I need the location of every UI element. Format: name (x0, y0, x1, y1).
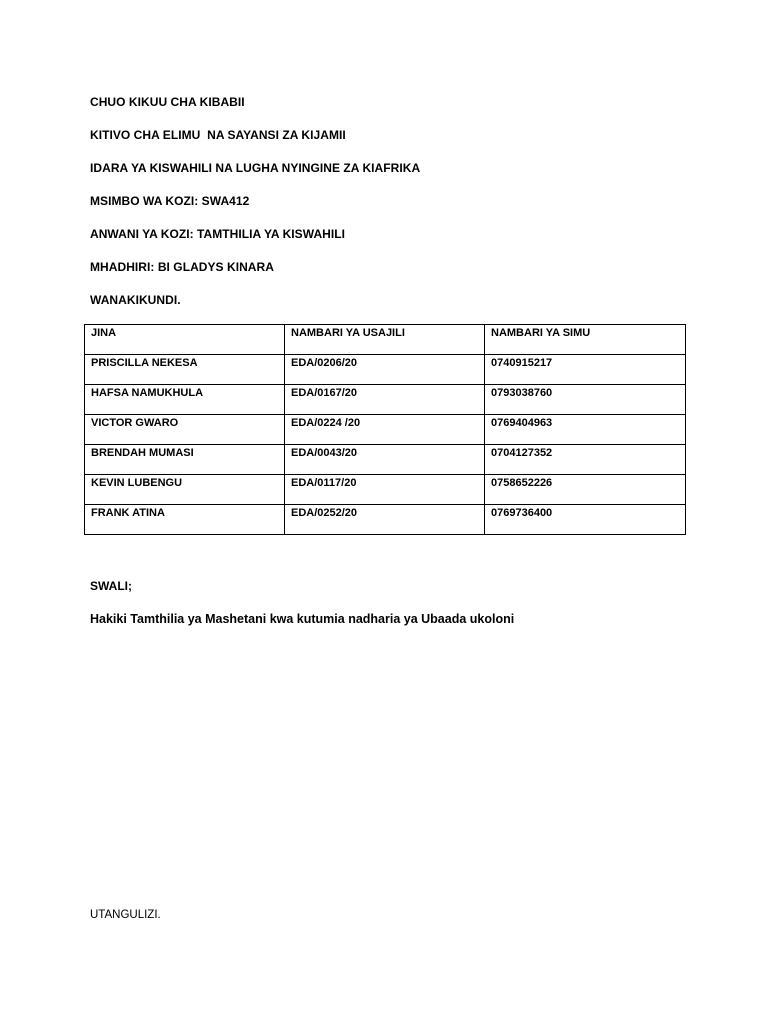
course-title: ANWANI YA KOZI: TAMTHILIA YA KISWAHILI (90, 227, 346, 241)
course-code: MSIMBO WA KOZI: SWA412 (90, 194, 250, 208)
header-name: JINA (85, 325, 285, 355)
members-table (84, 324, 686, 535)
table-row (85, 355, 686, 385)
member-phone: 0769736400 (485, 505, 686, 535)
member-name: BRENDAH MUMASI (85, 445, 285, 475)
member-name: FRANK ATINA (85, 505, 285, 535)
member-phone: 0793038760 (485, 385, 686, 415)
member-phone: 0740915217 (485, 355, 686, 385)
header-registration: NAMBARI YA USAJILI (285, 325, 485, 355)
member-registration: EDA/0252/20 (285, 505, 485, 535)
table-header-row (85, 325, 686, 355)
member-phone: 0758652226 (485, 475, 686, 505)
member-phone: 0704127352 (485, 445, 686, 475)
department-name: IDARA YA KISWAHILI NA LUGHA NYINGINE ZA KIAFRIKA (90, 161, 421, 175)
member-name: VICTOR GWARO (85, 415, 285, 445)
table-row (85, 505, 686, 535)
member-name: PRISCILLA NEKESA (85, 355, 285, 385)
member-name: KEVIN LUBENGU (85, 475, 285, 505)
member-registration: EDA/0206/20 (285, 355, 485, 385)
table-row (85, 385, 686, 415)
member-registration: EDA/0167/20 (285, 385, 485, 415)
member-registration: EDA/0043/20 (285, 445, 485, 475)
member-name: HAFSA NAMUKHULA (85, 385, 285, 415)
lecturer-name: MHADHIRI: BI GLADYS KINARA (90, 260, 274, 274)
university-name: CHUO KIKUU CHA KIBABII (90, 95, 245, 109)
header-phone: NAMBARI YA SIMU (485, 325, 686, 355)
question-label: SWALI; (90, 579, 132, 593)
section-heading-introduction: UTANGULIZI. (90, 909, 161, 921)
table-row (85, 475, 686, 505)
group-members-label: WANAKIKUNDI. (90, 293, 181, 307)
member-registration: EDA/0224 /20 (285, 415, 485, 445)
table-row (85, 445, 686, 475)
question-text: Hakiki Tamthilia ya Mashetani kwa kutumia nadharia ya Ubaada ukoloni (90, 612, 515, 626)
member-registration: EDA/0117/20 (285, 475, 485, 505)
faculty-name: KITIVO CHA ELIMU NA SAYANSI ZA KIJAMII (90, 128, 346, 142)
member-phone: 0769404963 (485, 415, 686, 445)
table-row (85, 415, 686, 445)
